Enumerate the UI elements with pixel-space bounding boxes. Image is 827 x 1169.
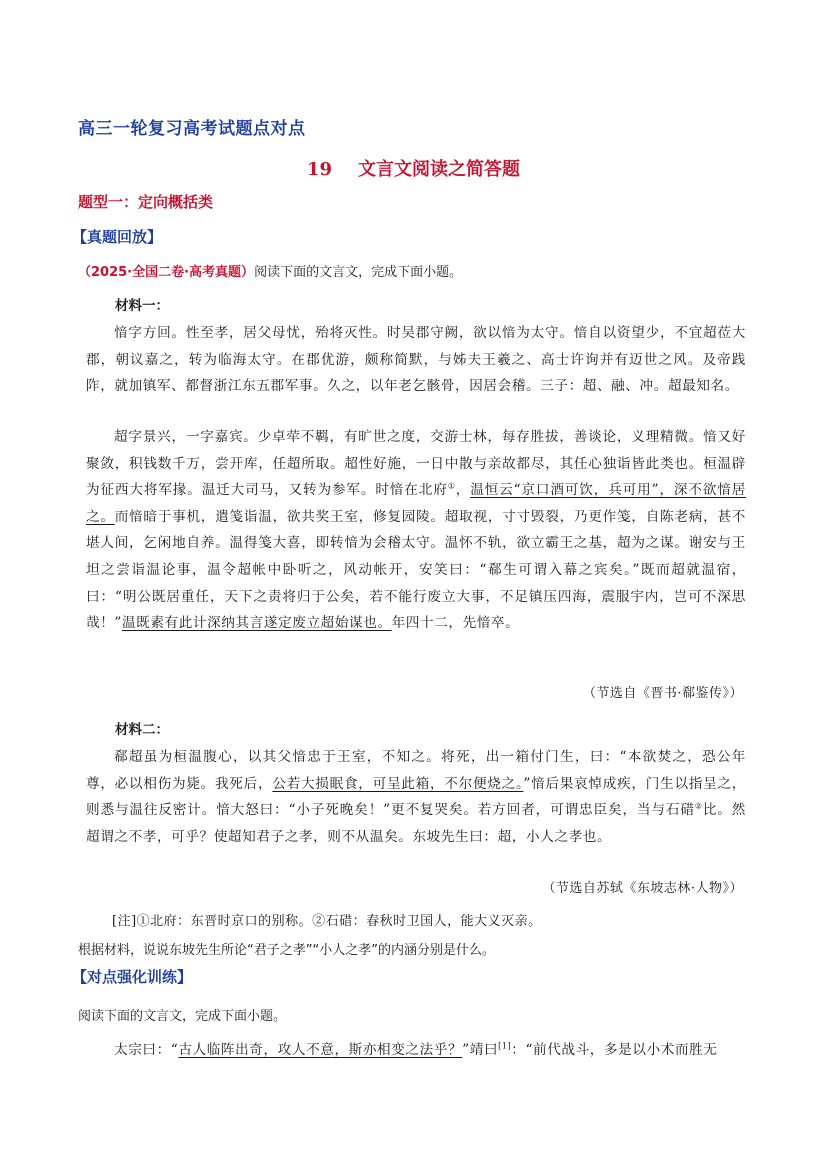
exam-source-tag: （2025·全国二卷·高考真题） <box>78 265 255 280</box>
training-instruction: 阅读下面的文言文，完成下面小题。 <box>78 1009 287 1024</box>
material2-paragraph <box>86 744 746 850</box>
section-training: 【对点强化训练】 <box>72 968 193 986</box>
material2-label: 材料二： <box>115 722 169 738</box>
chapter-name: 文言文阅读之简答题 <box>358 159 521 180</box>
source-instruction: 阅读下面的文言文，完成下面小题。 <box>254 265 463 280</box>
footnote-marker: [1] <box>498 1041 512 1051</box>
underlined-sentence-3: 公若大损眠食，可呈此箱，不尔便烧之。 <box>272 775 524 792</box>
text-run: 郗超虽为桓温腹心，以其父愔忠于王室，不知之。将死，出一箱付门生，曰：“本欲焚之，恐公年尊，必以相伤为毙。我死后， <box>86 749 746 792</box>
text-run: ：“前代战斗，多是以小术而胜无 <box>511 1042 718 1058</box>
question-prompt: 根据材料，说说东坡先生所论“君子之孝”“小人之孝”的内涵分别是什么。 <box>78 943 495 958</box>
text-run: 年四十二，先愔卒。 <box>391 615 520 632</box>
text-run: 而愔暗于事机，遣笺诣温，欲共奖王室，修复园陵。超取视，寸寸毁裂，乃更作笺，自陈老病，甚不堪人间，乞闲地自养。温得笺大喜，即转愔为会稽太守。温怀不轨，欲立霸王之基，超为之谋。谢安与王坦之尝诣温论事，温令超帐中卧听之，风动帐开，安笑曰：“郗生可谓入幕之宾矣。”既而超就温宿，曰：“明公既居重任，天下之责将归于公矣，若不能行废立大事，不足镇压四海，震服宇内，岂可不深思哉！” <box>86 508 746 632</box>
text-run: 太宗曰：“ <box>114 1042 179 1058</box>
training-passage <box>86 1037 746 1064</box>
text-run: 超字景兴，一字嘉宾。少卓荦不羁，有旷世之度，交游士林，每存胜拔，善谈论，义理精微。愔又好聚敛，积钱数千万，尝开库，任超所取。超性好施，一日中散与亲故都尽，其任心独诣皆此类也。桓温辟为征西大将军掾。温迁大司马，又转为参军。时愔在北府 <box>86 429 746 499</box>
footnote-marker: ① <box>447 481 456 491</box>
underlined-sentence-2: 温既素有此计深纳其言遂定废立超始谋也。 <box>121 615 392 632</box>
text-run: ”靖曰 <box>462 1042 499 1058</box>
text-run: ”愔后果哀悼成疾，门生以指呈之，则悉与温往反密计。愔大怒曰：“小子死晚矣！”更不复哭矣。若方回者，可谓忠臣矣，当与石碏 <box>86 775 746 819</box>
source-line <box>78 261 462 280</box>
footnote-marker: ② <box>694 801 703 811</box>
material1-paragraph-2 <box>86 424 746 637</box>
underlined-sentence-1: 温恒云“京口酒可饮，兵可用”，深不欲愔居之。 <box>86 482 746 525</box>
section-real-exam: 【真题回放】 <box>72 228 163 246</box>
text-run: ， <box>455 482 471 499</box>
series-title: 高三一轮复习高考试题点对点 <box>78 119 306 139</box>
annotation-notes: [注]①北府：东晋时京口的别称。②石碏：春秋时卫国人，能大义灭亲。 <box>112 914 542 929</box>
material1-citation: （节选自《晋书·郗鉴传》） <box>582 686 743 701</box>
material1-label: 材料一： <box>115 298 169 314</box>
chapter-number: 19 <box>306 159 333 180</box>
underlined-sentence-4: 古人临阵出奇，攻人不意，斯亦相变之法乎？ <box>178 1042 463 1058</box>
material1-paragraph-1: 愔字方回。性至孝，居父母忧，殆将灭性。时吴郡守阙，欲以愔为太守。愔自以资望少，不宜超莅大郡，朝议嘉之，转为临海太守。在郡优游，颇称简默，与姊夫王羲之、高士许询并有迈世之风。及帝践阼，就加镇军、都督浙江东五郡军事。久之，以年老乞骸骨，因居会稽。三子：超、融、冲。超最知名。 <box>86 325 746 395</box>
text-run: 比。然超谓之不孝，可乎？使超知君子之孝，则不从温矣。东坡先生曰：超，小人之孝也。 <box>86 802 746 845</box>
question-type-heading: 题型一：定向概括类 <box>78 193 214 211</box>
chapter-title <box>0 155 827 181</box>
material2-citation: （节选自苏轼《东坡志林·人物》） <box>542 881 743 896</box>
